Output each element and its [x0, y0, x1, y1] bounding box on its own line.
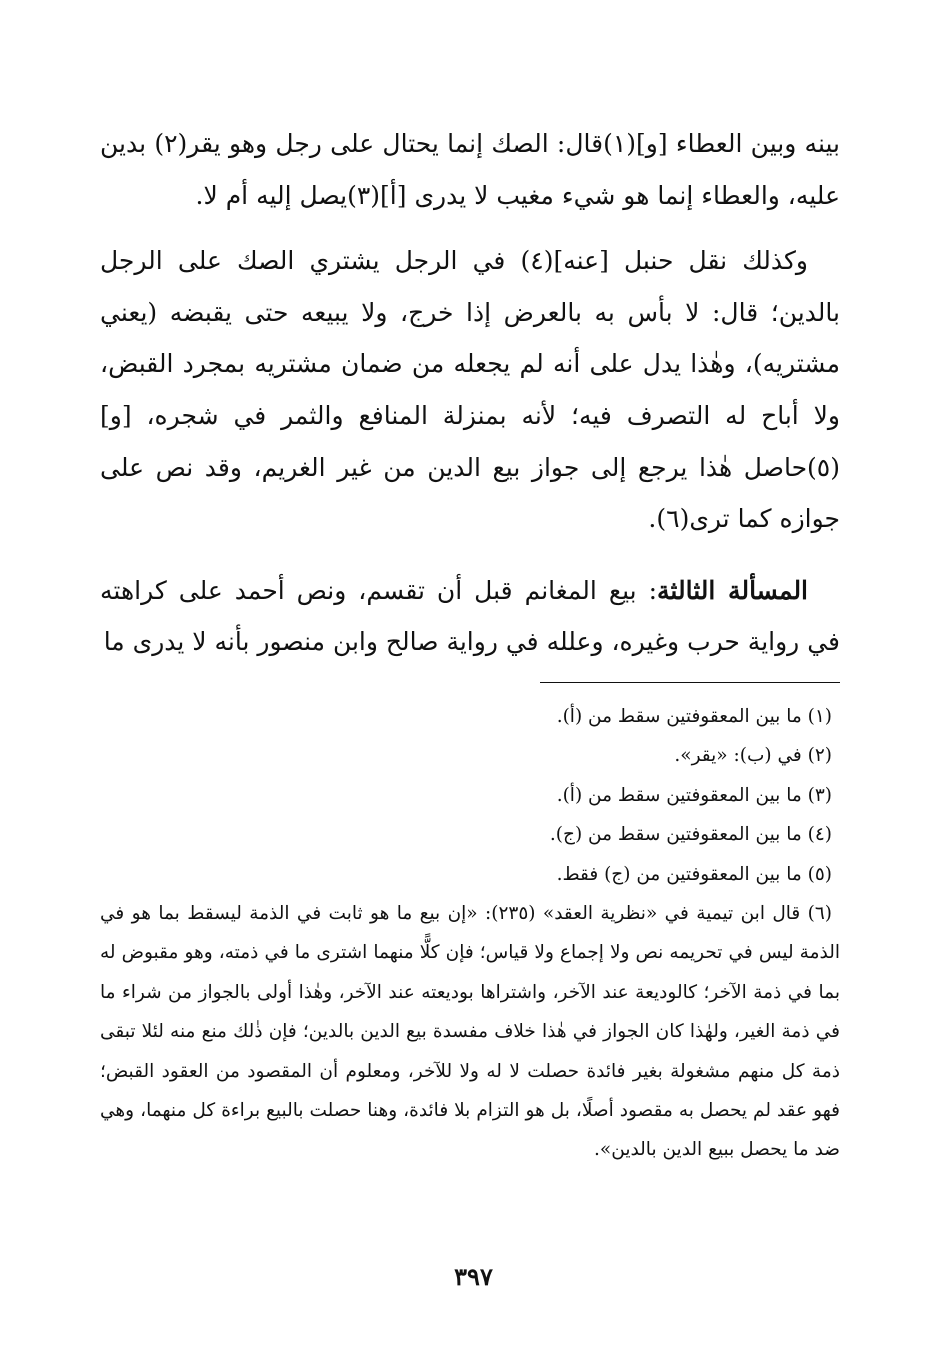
paragraph-third-issue [100, 565, 840, 668]
paragraph-hanbal-narration: وكذلك نقل حنبل [عنه](٤) في الرجل يشتري الصك على الرجل بالدين؛ قال: لا بأس به بالعرض إذا خرج، ولا يبيعه حتى يقبضه (يعني مشتريه)، وهٰذا يدل على أنه لم يجعله من ضمان مشتريه بمجرد القبض، ولا أباح له التصرف فيه؛ لأنه بمنزلة المنافع والثمر في شجره، [و](٥)حاصل هٰذا يرجع إلى جواز بيع الدين من غير الغريم، وقد نص على جوازه كما ترى(٦). [100, 246, 840, 534]
paragraph-continuation: بينه وبين العطاء [و](١)قال: الصك إنما يحتال على رجل وهو يقر(٢) بدين عليه، والعطاء إنما هو شيء مغيب لا يدرى [أ](٣)يصل إليه أم لا. [100, 129, 840, 210]
third-issue-heading: المسألة الثالثة [657, 575, 809, 605]
footnote-6: (٦) قال ابن تيمية في «نظرية العقد» (٢٣٥): «إن بيع ما هو ثابت في الذمة ليسقط بما هو في الذمة ليس في تحريمه نص ولا إجماع ولا قياس؛ فإن كلًّا منهما اشترى ما في ذمته، وهو مقبوض له بما في ذمة الآخر؛ كالوديعة عند الآخر، واشتراها بوديعته عند الآخر، وهٰذا أولى بالجواز من شراء ما في ذمة الغير، ولهٰذا كان الجواز في هٰذا خلاف مفسدة بيع الدين بالدين؛ فإن ذٰلك منع منه لئلا تبقى ذمة كل منهم مشغولة بغير فائدة حصلت لا له ولا للآخر، ومعلوم أن المقصود من العقود القبض؛ فهو عقد لم يحصل به مقصود أصلًا، بل هو التزام بلا فائدة، وهنا حصلت بالبيع براءة كل منهما، وهي ضد ما يحصل ببيع الدين بالدين». [100, 902, 840, 1161]
book-page [100, 118, 840, 1170]
footnote-5: (٥) ما بين المعقوفتين من (ج) فقط. [556, 863, 832, 885]
footnote-2: (٢) في (ب): «يقر». [674, 745, 832, 767]
footnote-1: (١) ما بين المعقوفتين سقط من (أ). [556, 705, 832, 727]
page-number: ٣٩٧ [454, 1262, 493, 1291]
footnote-separator [540, 682, 840, 683]
main-text [100, 118, 840, 668]
third-issue-text: : بيع المغانم قبل أن تقسم، ونص أحمد على كراهته في رواية حرب وغيره، وعلله في رواية صالح وابن منصور بأنه لا يدرى ما [100, 575, 840, 657]
footnotes [100, 697, 840, 1170]
footnote-3: (٣) ما بين المعقوفتين سقط من (أ). [556, 784, 832, 806]
footnote-4: (٤) ما بين المعقوفتين سقط من (ج). [549, 824, 832, 846]
